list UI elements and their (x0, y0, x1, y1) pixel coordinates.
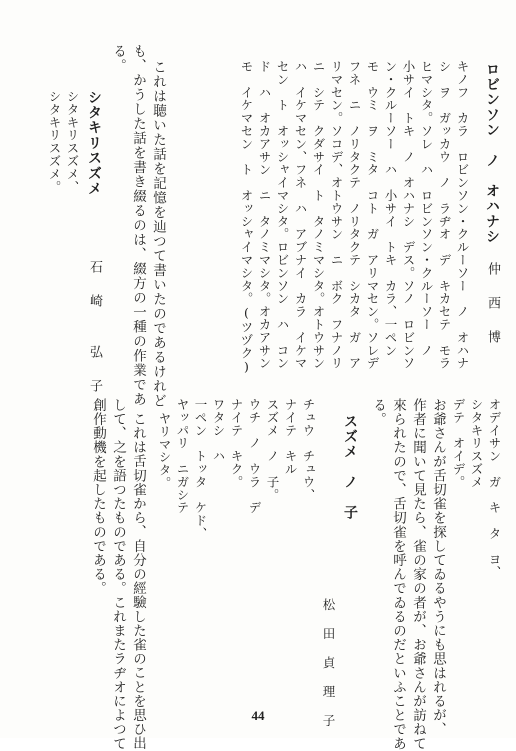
story1-line: 小サイ トキ ノ オハナシ デス。ソノ ロビンソ (401, 60, 416, 370)
story2-note-line: る。 (370, 398, 386, 427)
story3-line: チュウ チュウ、 (301, 398, 316, 502)
story3-line: ナイテ キル (283, 398, 298, 476)
story3-line: ヤッパリ ニガシテ (175, 398, 190, 515)
story2-note-line: 來られたので、舌切雀を呼んでゐるのだといふことであ (390, 398, 406, 751)
story3-line: ワタシ ハ (211, 398, 226, 463)
story1-line: セン ト オッシャイマシタ。ロビンソン ハ コン (275, 60, 290, 370)
story1-author: 仲 西 博 (485, 262, 500, 347)
story3-note-line: これは舌切雀から、自分の經驗した雀のことを思ひ出 (130, 412, 146, 751)
story3-line: スズメ ノ 子。 (265, 398, 280, 502)
story1-line: リマセン。ソコデ、オトウサン ニ ボク フナノリ (329, 60, 344, 370)
page-number: 44 (251, 708, 265, 723)
story2-title: シタキリスズメ (86, 90, 102, 197)
story2-line: デテ オイデ。 (451, 398, 466, 489)
story3-line: ナイテ キク。 (229, 398, 244, 489)
story1-line: キノフ カラ ロビンソン・クルーソー ノ オハナ (455, 60, 470, 370)
story3-line: ヤリマシタ。 (157, 412, 172, 490)
story2-note-line: 作者に聞いて見たら、雀の家の者が、お爺さんが訪ねて (410, 398, 426, 751)
story3-line: 一ペン トッタ ケド、 (193, 398, 208, 540)
story2-author: 石 崎 弘 子 (87, 260, 102, 396)
story1-line: モ ウミ ヲ ミタ コト ガ アリマセン。ソレデ (365, 60, 380, 370)
story3-note-line: 創作動機を起したものである。 (90, 398, 106, 596)
story1-note-line: る。 (110, 44, 126, 73)
story2-line: オデイサン ガ キ タ ヨ、 (487, 398, 502, 579)
story1-line: ニ シテ クダサイ ト タノミマシタ。オトウサン (311, 60, 326, 370)
story3-line: ウチ ノ ウラ デ (247, 398, 262, 515)
story1-line: シ ヲ ガッカウ ノ ラヂオ デ キカセテ モラ (437, 60, 452, 370)
story1-line: ヒマシタ。ソレ ハ ロビンソン・クルーソー ノ (419, 60, 434, 357)
story1-title: ロビンソン ノ オハナシ (484, 62, 500, 245)
story1-line: フネ ニ ノリタクテ ノリタクテ シカタ ガ ア (347, 60, 362, 370)
story1-note-line: も、かうした話を書き綴るのは、綴方の一種の作業であ (130, 44, 146, 407)
story1-note-line: これは聴いた話を記憶を辿つて書いたのであるけれど (150, 60, 166, 408)
story2-note-line: お爺さんが舌切雀を探してゐるやうにも思はれるが、 (430, 398, 446, 737)
story2-line: シタキリスズメ (469, 398, 484, 489)
story1-line: ン・クルーソー ハ 小サイ トキ カラ、一ペン (383, 60, 398, 357)
story3-note-line: して、之を語つたものである。これまたラヂオによつて (110, 398, 126, 751)
story1-line: ド ハ オカアサン ニ タノミマシタ。オカアサン (257, 60, 272, 370)
story1-line: ハ イケマセン、フネ ハ アブナイ カラ イケマ (293, 60, 308, 370)
story2-line: シタキリスズメ、 (65, 90, 80, 194)
story3-author: 松 田 貞 理 子 (321, 598, 336, 729)
story1-line: モ イケマセン ト オッシャイマシタ。(ツヅク) (239, 60, 254, 375)
story2-line: シタキリスズメ。 (47, 90, 62, 194)
story3-title: スズメ ノ 子 (342, 414, 358, 521)
